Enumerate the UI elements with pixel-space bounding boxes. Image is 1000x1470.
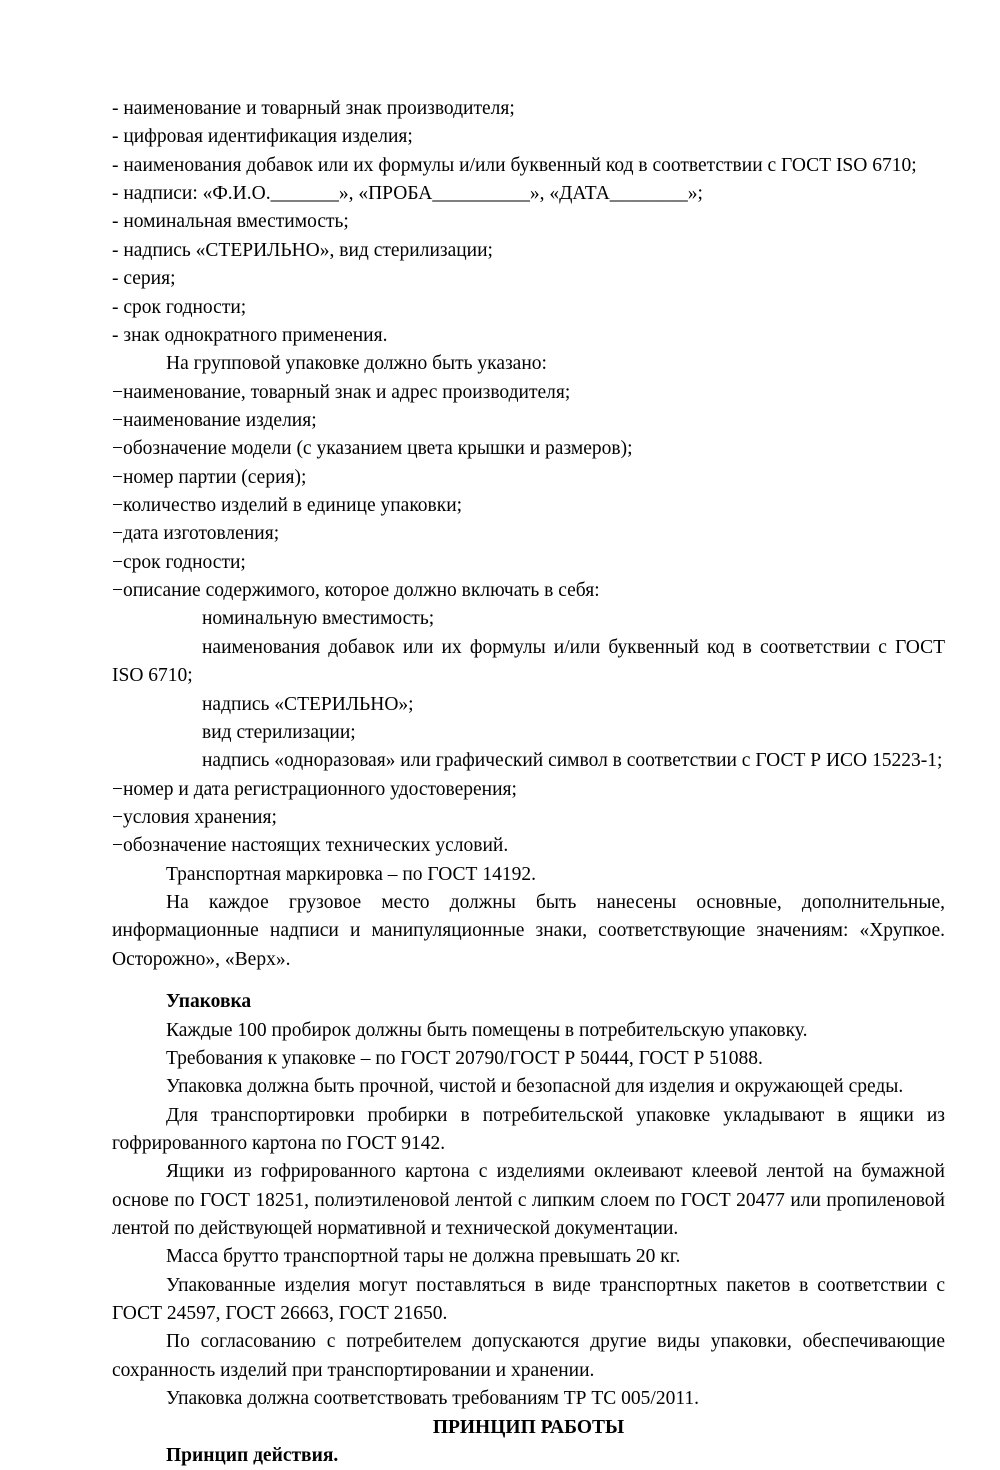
packaging-heading: Упаковка <box>166 991 252 1013</box>
group-pack-item: −наименование, товарный знак и адрес производителя; <box>112 381 571 403</box>
packaging-paragraph: Масса брутто транспортной тары не должна превышать 20 кг. <box>166 1246 681 1268</box>
group-pack-item: −номер партии (серия); <box>112 466 307 488</box>
group-pack-item: −номер и дата регистрационного удостоверения; <box>112 778 517 800</box>
content-subitem: надпись «одноразовая» или графический символ в соответствии с ГОСТ Р ИСО 15223-1; <box>202 750 943 772</box>
group-pack-item: −обозначение модели (с указанием цвета крышки и размеров); <box>112 438 633 460</box>
packaging-paragraph: Каждые 100 пробирок должны быть помещены в потребительскую упаковку. <box>166 1019 808 1041</box>
packaging-paragraph: Ящики из гофрированного картона с изделиями оклеивают клеевой лентой на бумажной основе по ГОСТ 18251, полиэтиленовой лентой с липким слоем по ГОСТ 20477 или пропиленовой лентой по действующей нормативной и технической документации. <box>112 1161 945 1240</box>
group-pack-item: −условия хранения; <box>112 806 277 828</box>
principle-title: ПРИНЦИП РАБОТЫ <box>432 1416 625 1438</box>
packaging-paragraph: Для транспортировки пробирки в потребительской упаковке укладывают в ящики из гофрированного картона по ГОСТ 9142. <box>112 1104 945 1154</box>
document-body <box>112 95 945 1470</box>
group-pack-item: −срок годности; <box>112 551 246 573</box>
packaging-paragraph: Упаковка должна быть прочной, чистой и безопасной для изделия и окружающей среды. <box>166 1076 904 1098</box>
marking-item: - знак однократного применения. <box>112 324 388 346</box>
marking-item: - наименования добавок или их формулы и/или буквенный код в соответствии с ГОСТ ISO 6710; <box>112 154 917 176</box>
group-pack-item: −наименование изделия; <box>112 409 317 431</box>
group-pack-intro: На групповой упаковке должно быть указано: <box>166 353 547 375</box>
content-subitem: наименования добавок или их формулы и/или буквенный код в соответствии с ГОСТ ISO 6710; <box>112 636 945 687</box>
group-pack-item: −описание содержимого, которое должно включать в себя: <box>112 580 600 602</box>
transport-marking: Транспортная маркировка – по ГОСТ 14192. <box>166 863 536 885</box>
content-subitem: вид стерилизации; <box>202 721 356 743</box>
packaging-paragraph: По согласованию с потребителем допускаются другие виды упаковки, обеспечивающие сохранность изделий при транспортировании и хранении. <box>112 1331 945 1381</box>
marking-item: - наименование и товарный знак производителя; <box>112 98 515 119</box>
marking-item: - цифровая идентификация изделия; <box>112 126 413 148</box>
packaging-paragraph: Упакованные изделия могут поставляться в виде транспортных пакетов в соответствии с ГОСТ 24597, ГОСТ 26663, ГОСТ 21650. <box>112 1274 945 1325</box>
marking-item: - номинальная вместимость; <box>112 211 349 233</box>
cargo-paragraph: На каждое грузовое место должны быть нанесены основные, дополнительные, информационные надписи и манипуляционные знаки, соответствующие значениям: «Хрупкое. Осторожно», «Верх». <box>112 892 945 970</box>
group-pack-item: −обозначение настоящих технических условий. <box>112 835 509 857</box>
marking-item: - надпись «СТЕРИЛЬНО», вид стерилизации; <box>112 239 493 261</box>
principle-subheading: Принцип действия. <box>166 1444 339 1466</box>
marking-item: - серия; <box>112 268 176 290</box>
packaging-paragraph: Упаковка должна соответствовать требованиям ТР ТС 005/2011. <box>166 1388 699 1410</box>
content-subitem: надпись «СТЕРИЛЬНО»; <box>202 693 414 715</box>
marking-item: - надписи: «Ф.И.О._______», «ПРОБА__________», «ДАТА________»; <box>112 183 703 205</box>
group-pack-item: −дата изготовления; <box>112 523 280 545</box>
packaging-paragraph: Требования к упаковке – по ГОСТ 20790/ГОСТ Р 50444, ГОСТ Р 51088. <box>166 1047 763 1069</box>
group-pack-item: −количество изделий в единице упаковки; <box>112 495 463 517</box>
marking-item: - срок годности; <box>112 296 247 318</box>
spacer <box>112 974 945 988</box>
content-subitem: номинальную вместимость; <box>202 608 435 630</box>
